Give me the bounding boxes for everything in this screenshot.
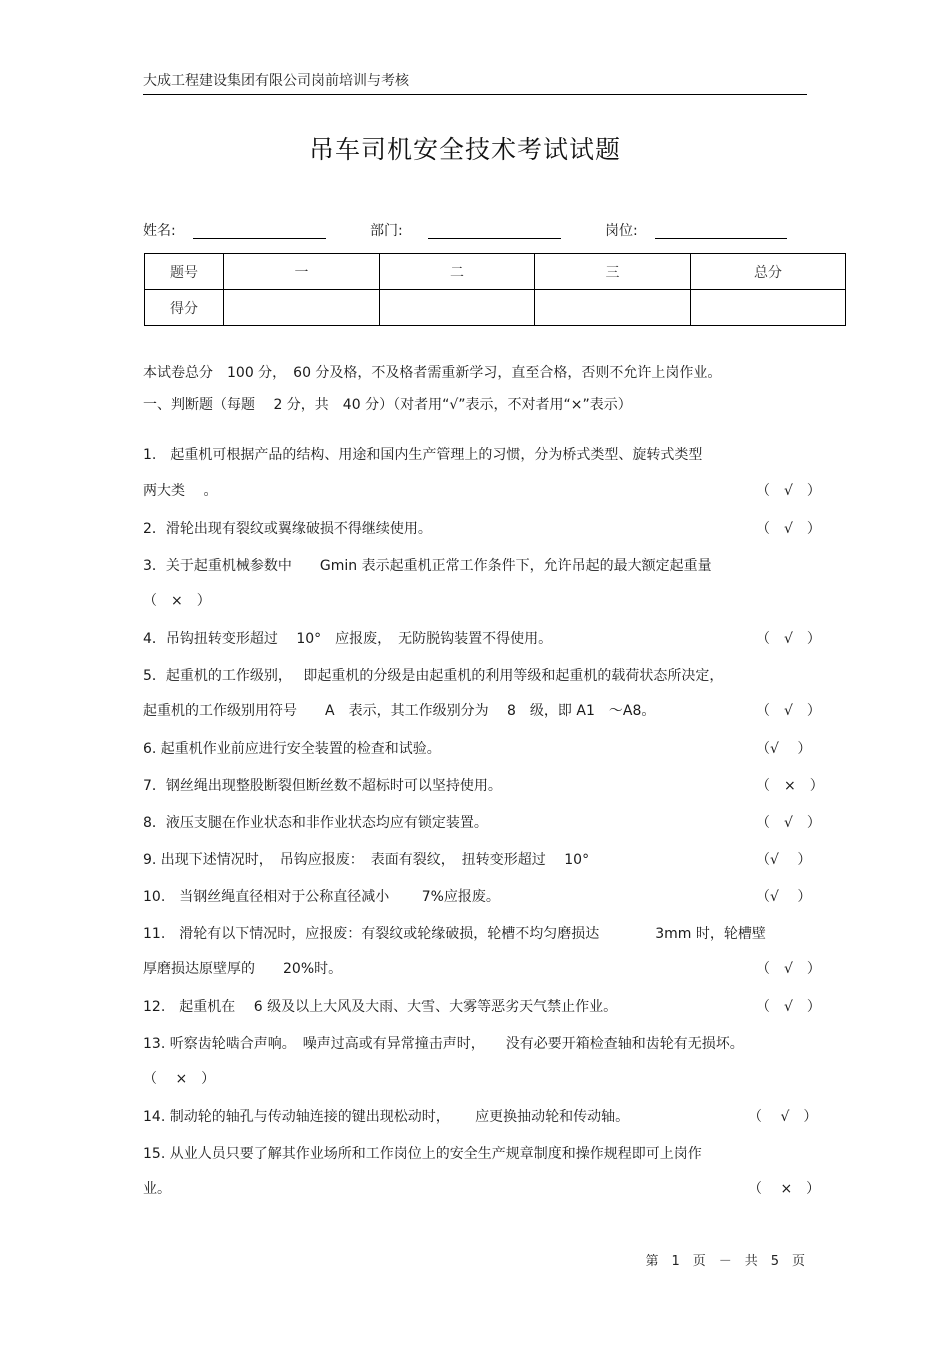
question-8-answer: （ √ ） bbox=[756, 815, 821, 831]
question-4-answer: （ √ ） bbox=[756, 631, 821, 647]
question-6-text: 6. 起重机作业前应进行安全装置的检查和试验。 bbox=[143, 741, 441, 757]
score-cell-1[interactable] bbox=[224, 290, 380, 326]
dept-field[interactable] bbox=[428, 238, 561, 239]
question-11-answer: （ √ ） bbox=[756, 961, 821, 977]
question-5-answer: （ √ ） bbox=[756, 703, 821, 719]
question-15-text: 15. 从业人员只要了解其作业场所和工作岗位上的安全生产规章制度和操作规程即可上岗作 bbox=[143, 1146, 702, 1162]
dept-label: 部门: bbox=[370, 223, 403, 239]
question-15-answer: （ × ） bbox=[748, 1181, 821, 1197]
name-field[interactable] bbox=[193, 238, 326, 239]
question-9-text: 9. 出现下述情况时， 吊钩应报废： 表面有裂纹， 扭转变形超过 10° bbox=[143, 852, 590, 868]
question-11-text-cont: 厚磨损达原壁厚的 20%时。 bbox=[143, 961, 343, 977]
page-number: 第 1 页 － 共 5 页 bbox=[645, 1254, 805, 1269]
col-section-2: 二 bbox=[380, 254, 535, 290]
question-3-text: 3．关于起重机械参数中 Gmin 表示起重机正常工作条件下，允许吊起的最大额定起重量 bbox=[143, 558, 712, 574]
score-label: 得分 bbox=[145, 290, 224, 326]
col-section-3: 三 bbox=[535, 254, 691, 290]
question-3-answer: （ × ） bbox=[143, 593, 211, 609]
col-label: 题号 bbox=[145, 254, 224, 290]
question-15-text-cont: 业。 bbox=[143, 1181, 171, 1197]
question-10-answer: （√ ） bbox=[756, 889, 812, 905]
question-13-answer: （ × ） bbox=[143, 1071, 216, 1087]
question-4-text: 4．吊钩扭转变形超过 10° 应报废， 无防脱钩装置不得使用。 bbox=[143, 631, 553, 647]
question-12-answer: （ √ ） bbox=[756, 999, 821, 1015]
question-2-answer: （ √ ） bbox=[756, 521, 821, 537]
question-11-text: 11. 滑轮有以下情况时，应报废：有裂纹或轮缘破损，轮槽不均匀磨损达 3mm 时，轮槽壁 bbox=[143, 926, 766, 942]
col-total: 总分 bbox=[691, 254, 846, 290]
question-13-text: 13. 听察齿轮啮合声响。 噪声过高或有异常撞击声时， 没有必要开箱检查轴和齿轮有无损坏。 bbox=[143, 1036, 744, 1052]
question-6-answer: （√ ） bbox=[756, 741, 812, 757]
score-cell-2[interactable] bbox=[380, 290, 535, 326]
section-heading: 一、判断题（每题 2 分，共 40 分）（对者用“√”表示，不对者用“×”表示） bbox=[143, 397, 632, 413]
question-1-text-cont: 两大类 。 bbox=[143, 483, 218, 499]
score-table bbox=[144, 253, 846, 326]
question-8-text: 8．液压支腿在作业状态和非作业状态均应有锁定装置。 bbox=[143, 815, 488, 831]
question-14-answer: （ √ ） bbox=[748, 1109, 818, 1125]
score-table-header-row bbox=[145, 254, 846, 290]
question-14-text: 14. 制动轮的轴孔与传动轴连接的键出现松动时， 应更换抽动轮和传动轴。 bbox=[143, 1109, 630, 1125]
scoring-note: 本试卷总分 100 分， 60 分及格，不及格者需重新学习，直至合格，否则不允许上岗作业。 bbox=[143, 365, 722, 381]
post-label: 岗位: bbox=[605, 223, 638, 239]
question-2-text: 2．滑轮出现有裂纹或翼缘破损不得继续使用。 bbox=[143, 521, 432, 537]
score-cell-3[interactable] bbox=[535, 290, 691, 326]
running-header: 大成工程建设集团有限公司岗前培训与考核 bbox=[143, 73, 409, 89]
name-label: 姓名: bbox=[143, 223, 176, 239]
question-7-answer: （ × ） bbox=[756, 778, 824, 794]
score-cell-total[interactable] bbox=[691, 290, 846, 326]
question-1-text: 1. 起重机可根据产品的结构、用途和国内生产管理上的习惯，分为桥式类型、旋转式类型 bbox=[143, 447, 703, 463]
header-rule bbox=[143, 94, 807, 95]
score-table-score-row bbox=[145, 290, 846, 326]
question-1-answer: （ √ ） bbox=[756, 483, 821, 499]
question-10-text: 10. 当钢丝绳直径相对于公称直径减小 7%应报废。 bbox=[143, 889, 500, 905]
question-5-text: 5．起重机的工作级别， 即起重机的分级是由起重机的利用等级和起重机的载荷状态所决定， bbox=[143, 668, 724, 684]
question-9-answer: （√ ） bbox=[756, 852, 812, 868]
question-12-text: 12. 起重机在 6 级及以上大风及大雨、大雪、大雾等恶劣天气禁止作业。 bbox=[143, 999, 618, 1015]
question-5-text-cont: 起重机的工作级别用符号 A 表示，其工作级别分为 8 级，即 A1 ～A8。 bbox=[143, 703, 656, 719]
col-section-1: 一 bbox=[224, 254, 380, 290]
question-7-text: 7．钢丝绳出现整股断裂但断丝数不超标时可以坚持使用。 bbox=[143, 778, 502, 794]
post-field[interactable] bbox=[655, 238, 787, 239]
page-title: 吊车司机安全技术考试试题 bbox=[308, 135, 621, 164]
